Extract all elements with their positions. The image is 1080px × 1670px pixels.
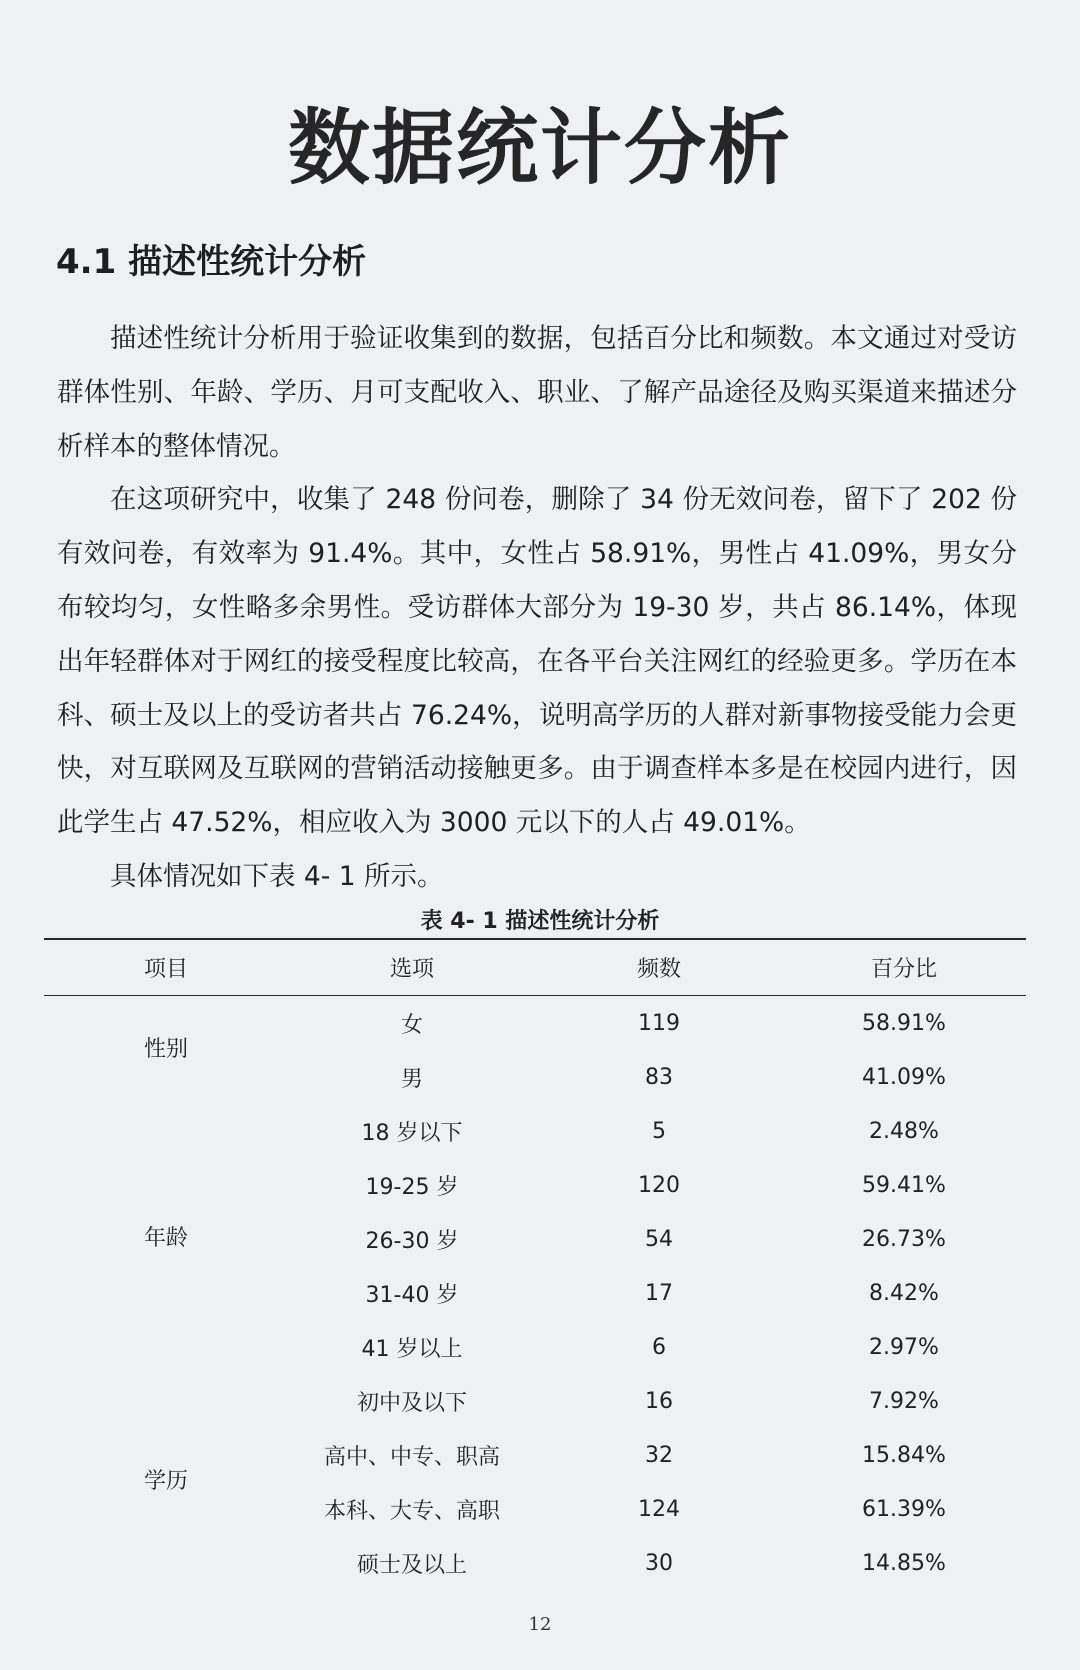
page-title: 数据统计分析 [287,101,792,196]
cell-frequency: 120 [638,1172,680,1198]
cell-option: 18 岁以下 [361,1120,463,1146]
cell-percentage: 61.39% [862,1496,946,1522]
cell-option: 女 [400,1012,423,1038]
cell-frequency: 32 [645,1442,673,1468]
cell-option: 19-25 岁 [365,1174,459,1200]
cell-percentage: 7.92% [869,1388,939,1414]
cell-option: 31-40 岁 [365,1282,459,1308]
table-row [44,1158,1026,1212]
cell-percentage: 2.97% [869,1334,939,1360]
cell-frequency: 6 [652,1334,666,1360]
body-text [57,312,1017,904]
paragraph-findings: 在这项研究中，收集了 248 份问卷，删除了 34 份无效问卷，留下了 202 份有效问卷，有效率为 91.4%。其中，女性占 58.91%，男性占 41.09%，男女分布较均匀，女性略多余男性。受访群体大部分为 19-30 岁，共占 86.14%，体现出年轻群体对于网红的接受程度比较高，在各平台关注网红的经验更多。学历在本科、硕士及以上的受访者共占 76.24%，说明高学历的人群对新事物接受能力会更快，对互联网及互联网的营销活动接触更多。由于调查样本多是在校园内进行，因此学生占 47.52%，相应收入为 3000 元以下的人占 49.01%。 [57,484,1017,839]
cell-item-group: 年龄 [143,1226,188,1251]
cell-option: 硕士及以上 [356,1552,467,1578]
section-heading: 4.1 描述性统计分析 [56,242,367,282]
cell-option: 高中、中专、职高 [323,1444,500,1470]
cell-frequency: 30 [645,1550,673,1576]
cell-percentage: 41.09% [862,1064,946,1090]
cell-percentage: 59.41% [862,1172,946,1198]
cell-percentage: 2.48% [869,1118,939,1144]
header-item: 项目 [143,957,188,982]
cell-frequency: 83 [645,1064,673,1090]
paragraph-table-reference: 具体情况如下表 4- 1 所示。 [110,860,444,892]
cell-option: 初中及以下 [356,1390,467,1416]
cell-frequency: 119 [638,1010,680,1036]
table-caption: 表 4- 1 描述性统计分析 [420,909,660,934]
cell-item-group: 学历 [143,1469,188,1494]
cell-percentage: 58.91% [862,1010,946,1036]
table-row [44,1104,1026,1158]
cell-option: 男 [400,1066,423,1092]
cell-option: 本科、大专、高职 [323,1498,500,1524]
cell-percentage: 8.42% [869,1280,939,1306]
table-row [44,1374,1026,1428]
table-row [44,1536,1026,1590]
cell-frequency: 54 [645,1226,673,1252]
cell-percentage: 15.84% [862,1442,946,1468]
page-number: 12 [528,1614,552,1635]
table-row [44,1320,1026,1374]
table-row [44,1266,1026,1320]
table-header-row [44,940,1026,995]
paragraph-intro: 描述性统计分析用于验证收集到的数据，包括百分比和频数。本文通过对受访群体性别、年龄、学历、月可支配收入、职业、了解产品途径及购买渠道来描述分析样本的整体情况。 [57,323,1017,462]
cell-frequency: 16 [645,1388,673,1414]
cell-frequency: 5 [652,1118,666,1144]
descriptive-statistics-table [44,938,1026,1590]
cell-option: 41 岁以上 [361,1336,463,1362]
header-percentage: 百分比 [870,957,937,982]
cell-option: 26-30 岁 [365,1228,459,1254]
header-option: 选项 [389,957,434,982]
cell-item-group: 性别 [143,1037,188,1062]
header-frequency: 频数 [636,957,681,982]
table-body [44,996,1026,1590]
cell-frequency: 17 [645,1280,673,1306]
cell-percentage: 14.85% [862,1550,946,1576]
cell-frequency: 124 [638,1496,680,1522]
cell-percentage: 26.73% [862,1226,946,1252]
